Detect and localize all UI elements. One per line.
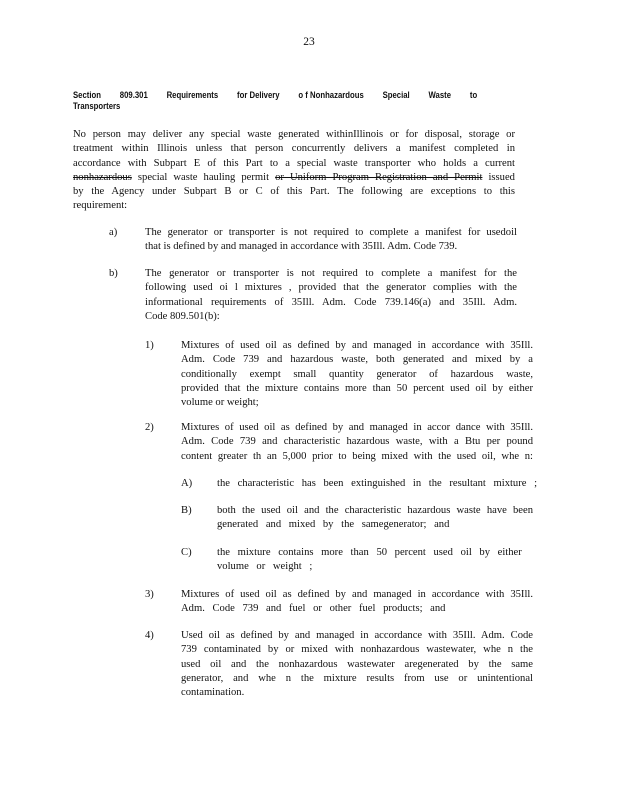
- text-line: Adm. Code 739 and fuel or other fuel products; and: [181, 603, 446, 615]
- item-a-text: [145, 226, 517, 255]
- item-label-3: 3): [145, 589, 154, 600]
- text-line: informational requirements of 35Ill. Adm. Code 739.146(a) and 35Ill. Adm.: [145, 296, 517, 308]
- section-number: 809.301: [119, 90, 148, 100]
- section-title-word: Special: [382, 90, 410, 100]
- text-line: conditionally exempt small quantity generator of hazardous waste,: [181, 368, 533, 380]
- text-line: content greater th an 5,000 prior to being mixed with the used oil, whe n:: [181, 450, 533, 462]
- item-label-b: b): [109, 268, 118, 279]
- text-line: provided that the mixture contains more than 50 percent used oil by either: [181, 382, 533, 394]
- text-line: volume or weight;: [181, 397, 259, 409]
- text-line: treatment within Illinois unless that person concurrently delivers a manifest completed in: [73, 143, 515, 155]
- text-line: Mixtures of used oil as defined by and managed in accordance with 35Ill.: [181, 340, 533, 351]
- text-line: Adm. Code 739 and hazardous waste, both generated and mixed by a: [181, 354, 533, 366]
- section-title-word: o f Nonhazardous: [298, 90, 364, 100]
- item-2-text: [181, 421, 533, 464]
- item-b-text: [145, 267, 517, 324]
- text-line: 739 contaminated by or mixed with nonhazardous wastewater, whe n the: [181, 644, 533, 656]
- section-title-word: Requirements: [166, 90, 219, 100]
- section-heading: [73, 90, 478, 112]
- text-line: generator, and whe n the mixture results from use or unintentional: [181, 672, 533, 684]
- text-line: Mixtures of used oil as defined by and managed in accor dance with 35Ill.: [181, 422, 533, 433]
- item-label-A: A): [181, 478, 193, 489]
- text-line: that is defined by and managed in accordance with 35Ill. Adm. Code 739.: [145, 241, 458, 253]
- text-line: Used oil as defined by and managed in accordance with 35Ill. Adm. Code: [181, 630, 533, 641]
- text-line: used oil and the nonhazardous wastewater aregenerated by the same: [181, 658, 533, 670]
- text-line: contamination.: [181, 687, 245, 699]
- item-A-text: [217, 477, 538, 491]
- section-title-word: Waste: [428, 90, 452, 100]
- item-label-C: C): [181, 547, 192, 558]
- intro-paragraph: [73, 128, 515, 214]
- section-label: Section: [73, 90, 101, 100]
- text-line: volume or weight ;: [217, 561, 313, 573]
- struck-text: or Uniform Program Registration and Permit: [275, 171, 483, 183]
- text-line: The generator or transporter is not required to complete a manifest for the: [145, 268, 517, 279]
- struck-text: nonhazardous: [73, 171, 132, 183]
- text-line: The generator or transporter is not required to complete a manifest for usedoil: [145, 227, 517, 238]
- item-label-a: a): [109, 227, 118, 238]
- item-label-2: 2): [145, 422, 154, 433]
- item-4-text: [181, 629, 533, 700]
- page-number: 23: [303, 36, 315, 48]
- item-label-B: B): [181, 505, 192, 516]
- item-B-text: [217, 504, 533, 533]
- text-line: Adm. Code 739 and characteristic hazardous waste, with a Btu per pound: [181, 436, 533, 448]
- text-line: the mixture contains more than 50 percent used oil by either: [217, 547, 522, 558]
- item-C-text: [217, 546, 533, 575]
- text-segment: issued: [482, 171, 515, 183]
- item-3-text: [181, 588, 533, 617]
- text-line: Mixtures of used oil as defined by and managed in accordance with 35Ill.: [181, 589, 533, 600]
- text-line: the characteristic has been extinguished in the resultant mixture ;: [217, 478, 538, 489]
- text-line: Code 809.501(b):: [145, 310, 220, 322]
- text-line: generated and mixed by the samegenerator; and: [217, 519, 450, 531]
- section-title-line2: Transporters: [73, 101, 121, 111]
- item-label-1: 1): [145, 340, 154, 351]
- text-line: No person may deliver any special waste generated withinIllinois or for disposal, storage or: [73, 129, 515, 140]
- text-line: requirement:: [73, 200, 128, 212]
- text-line: by the Agency under Subpart B or C of this Part. The following are exceptions to this: [73, 186, 515, 198]
- text-line: [73, 171, 515, 185]
- section-title-word: for Delivery: [237, 90, 280, 100]
- item-label-4: 4): [145, 630, 154, 641]
- text-line: accordance with Subpart E of this Part to a special waste transporter who holds a current: [73, 157, 515, 169]
- text-segment: special waste hauling permit: [131, 171, 276, 183]
- item-1-text: [181, 339, 533, 410]
- section-title-word: to: [469, 90, 478, 100]
- text-line: both the used oil and the characteristic hazardous waste have been: [217, 505, 533, 516]
- text-line: following used oi l mixtures , provided that the generator complies with the: [145, 282, 517, 294]
